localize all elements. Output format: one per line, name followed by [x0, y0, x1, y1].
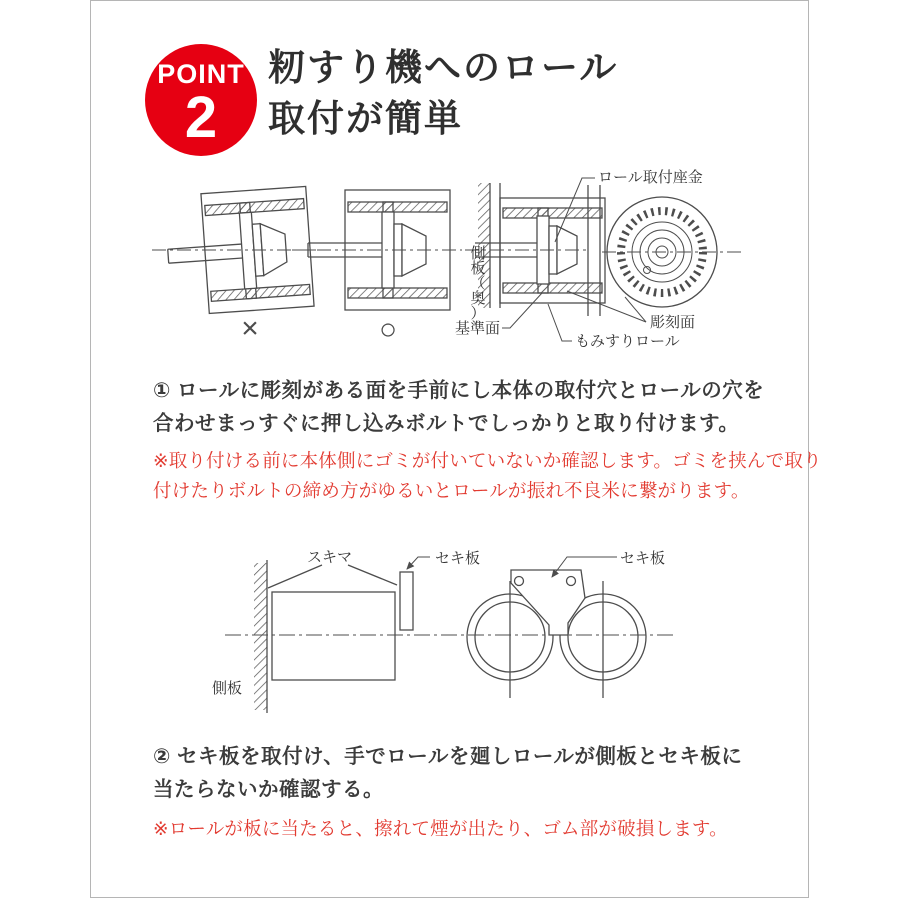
correct-mark: ○ [378, 313, 398, 346]
label-reference-surface: 基準面 [455, 320, 501, 337]
seki-plate-shape [511, 570, 585, 635]
label-engraved-surface: 彫刻面 [650, 314, 696, 331]
step1-warning-line2: 付けたりボルトの締め方がゆるいとロールが振れ不良米に繋がります。 [153, 480, 750, 501]
point-badge-number: 2 [184, 85, 218, 150]
label-seki-plate-right: セキ板 [620, 550, 666, 567]
label-side-plate-back: 側板（奥） [470, 245, 486, 322]
step2-line2: 当たらないか確認する。 [153, 778, 384, 801]
label-seki-plate-left: セキ板 [435, 550, 481, 567]
step2-warning-line: ※ロールが板に当たると、擦れて煙が出たり、ゴム部が破損します。 [153, 818, 728, 839]
point-badge-label: POINT [157, 59, 245, 89]
step1-line1: ① ロールに彫刻がある面を手前にし本体の取付穴とロールの穴を [153, 379, 765, 402]
roll-side-view [254, 560, 413, 713]
page-title-line1: 籾すり機へのロール [268, 47, 619, 88]
label-momisuri-roll: もみすりロール [575, 333, 680, 350]
step1-instruction [153, 374, 793, 440]
step1-line2: 合わせまっすぐに押し込みボルトでしっかりと取り付けます。 [153, 412, 740, 435]
label-side-plate: 側板 [212, 680, 243, 697]
step2-line1: ② セキ板を取付け、手でロールを廻しロールが側板とセキ板に [153, 745, 743, 768]
roll-section-tilted [164, 186, 314, 316]
wrong-mark: × [241, 312, 259, 345]
roll-mounting-diagram [90, 158, 810, 363]
step2-instruction [153, 740, 793, 806]
label-roll-washer: ロール取付座金 [598, 169, 703, 186]
roll-mounting-detail [465, 183, 745, 316]
page-title [268, 42, 618, 144]
step1-warning-line1: ※取り付ける前に本体側にゴミが付いていないか確認します。ゴミを挟んで取り [153, 450, 822, 471]
label-gap: スキマ [307, 549, 353, 566]
rolls-front-view [467, 570, 646, 698]
seki-plate-side [400, 572, 413, 630]
step2-warning [153, 814, 798, 844]
page-title-line2: 取付が簡単 [268, 98, 463, 139]
step1-warning [153, 446, 822, 506]
point-badge [145, 44, 257, 156]
seki-plate-diagram [90, 535, 810, 740]
